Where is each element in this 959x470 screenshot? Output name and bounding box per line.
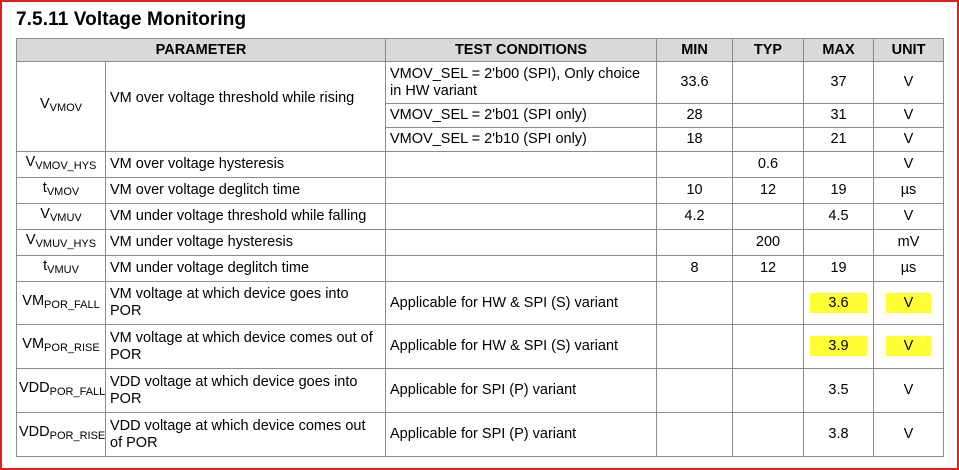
- min-value: [657, 369, 733, 413]
- unit-value: V: [874, 413, 944, 457]
- unit-value: V: [874, 369, 944, 413]
- parameter-description: VM over voltage deglitch time: [106, 178, 386, 204]
- test-condition: VMOV_SEL = 2'b01 (SPI only): [386, 104, 657, 128]
- max-value: 3.8: [804, 413, 874, 457]
- typ-value: [733, 62, 804, 104]
- unit-value-highlighted: V: [874, 325, 944, 369]
- table-row: [17, 256, 944, 282]
- test-condition: Applicable for HW & SPI (S) variant: [386, 325, 657, 369]
- typ-value: [733, 325, 804, 369]
- parameter-description: VM over voltage hysteresis: [106, 152, 386, 178]
- symbol-cell: $V_{VMUV}$: [17, 204, 106, 230]
- symbol-cell: $t_{VMOV}$: [17, 178, 106, 204]
- parameter-description: VDD voltage at which device goes into POR: [106, 369, 386, 413]
- header-test-conditions: TEST CONDITIONS: [386, 39, 657, 62]
- min-value: [657, 325, 733, 369]
- header-min: MIN: [657, 39, 733, 62]
- min-value: [657, 413, 733, 457]
- test-condition: [386, 204, 657, 230]
- test-condition: [386, 152, 657, 178]
- symbol-cell: $VM_{POR\_RISE}$: [17, 325, 106, 369]
- typ-value: 12: [733, 178, 804, 204]
- symbol-cell: $V_{VMOV}$: [17, 62, 106, 152]
- typ-value: [733, 204, 804, 230]
- header-row: [17, 39, 944, 62]
- table-row: [17, 204, 944, 230]
- max-value: [804, 230, 874, 256]
- parameter-description: VM over voltage threshold while rising: [106, 62, 386, 152]
- typ-value: [733, 413, 804, 457]
- max-value: 21: [804, 128, 874, 152]
- test-condition: [386, 256, 657, 282]
- max-value: 37: [804, 62, 874, 104]
- test-condition: [386, 230, 657, 256]
- symbol-cell: $t_{VMUV}$: [17, 256, 106, 282]
- min-value: 33.6: [657, 62, 733, 104]
- min-value: 10: [657, 178, 733, 204]
- header-unit: UNIT: [874, 39, 944, 62]
- parameter-description: VM under voltage hysteresis: [106, 230, 386, 256]
- symbol-cell: $VM_{POR\_FALL}$: [17, 282, 106, 325]
- table-row: [17, 152, 944, 178]
- max-value: 31: [804, 104, 874, 128]
- typ-value: 200: [733, 230, 804, 256]
- unit-value-highlighted: V: [874, 282, 944, 325]
- unit-value: V: [874, 128, 944, 152]
- section-title: 7.5.11 Voltage Monitoring: [16, 9, 247, 30]
- table-row: [17, 325, 944, 369]
- unit-value: µs: [874, 256, 944, 282]
- table-row: [17, 230, 944, 256]
- max-value-highlighted: 3.6: [804, 282, 874, 325]
- typ-value: 12: [733, 256, 804, 282]
- header-max: MAX: [804, 39, 874, 62]
- table-row: [17, 62, 944, 104]
- min-value: 8: [657, 256, 733, 282]
- typ-value: [733, 128, 804, 152]
- parameter-description: VM under voltage threshold while falling: [106, 204, 386, 230]
- parameter-description: VM under voltage deglitch time: [106, 256, 386, 282]
- symbol-cell: $VDD_{POR\_RISE}$: [17, 413, 106, 457]
- parameter-description: VM voltage at which device goes into POR: [106, 282, 386, 325]
- parameter-description: VDD voltage at which device comes out of POR: [106, 413, 386, 457]
- min-value: [657, 152, 733, 178]
- unit-value: V: [874, 104, 944, 128]
- symbol-cell: $VDD_{POR\_FALL}$: [17, 369, 106, 413]
- test-condition: VMOV_SEL = 2'b00 (SPI), Only choice in HW variant: [386, 62, 657, 104]
- max-value: 19: [804, 256, 874, 282]
- max-value-highlighted: 3.9: [804, 325, 874, 369]
- table-row: [17, 369, 944, 413]
- table-row: [17, 178, 944, 204]
- max-value: 4.5: [804, 204, 874, 230]
- unit-value: V: [874, 204, 944, 230]
- max-value: [804, 152, 874, 178]
- unit-value: V: [874, 62, 944, 104]
- unit-value: V: [874, 152, 944, 178]
- typ-value: [733, 282, 804, 325]
- test-condition: Applicable for HW & SPI (S) variant: [386, 282, 657, 325]
- min-value: 18: [657, 128, 733, 152]
- test-condition: Applicable for SPI (P) variant: [386, 369, 657, 413]
- symbol-cell: $V_{VMUV\_HYS}$: [17, 230, 106, 256]
- min-value: 4.2: [657, 204, 733, 230]
- max-value: 3.5: [804, 369, 874, 413]
- test-condition: VMOV_SEL = 2'b10 (SPI only): [386, 128, 657, 152]
- typ-value: 0.6: [733, 152, 804, 178]
- typ-value: [733, 369, 804, 413]
- table-row: [17, 282, 944, 325]
- min-value: 28: [657, 104, 733, 128]
- header-typ: TYP: [733, 39, 804, 62]
- min-value: [657, 282, 733, 325]
- test-condition: Applicable for SPI (P) variant: [386, 413, 657, 457]
- parameter-description: VM voltage at which device comes out of POR: [106, 325, 386, 369]
- unit-value: mV: [874, 230, 944, 256]
- header-parameter: PARAMETER: [17, 39, 386, 62]
- max-value: 19: [804, 178, 874, 204]
- table-row: [17, 413, 944, 457]
- min-value: [657, 230, 733, 256]
- symbol-cell: $V_{VMOV\_HYS}$: [17, 152, 106, 178]
- voltage-monitoring-table: [16, 38, 944, 457]
- unit-value: µs: [874, 178, 944, 204]
- typ-value: [733, 104, 804, 128]
- test-condition: [386, 178, 657, 204]
